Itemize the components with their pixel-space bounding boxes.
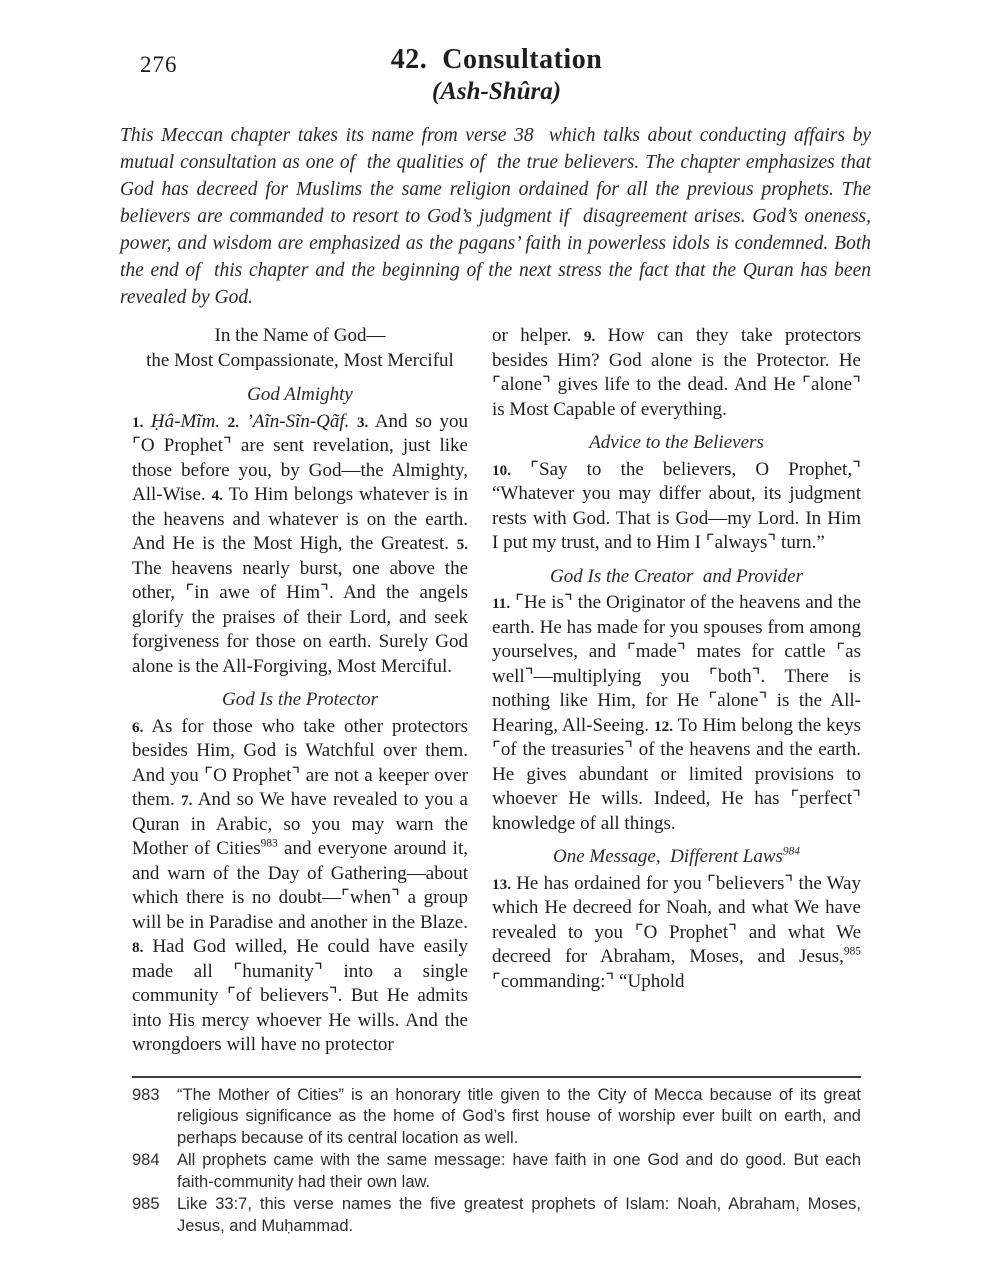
page-header xyxy=(132,44,861,106)
verse-number: 5. xyxy=(456,536,468,553)
section-heading: God Is the Protector xyxy=(221,689,379,710)
verse-number: 3. xyxy=(356,413,369,431)
footnote-text: “The Mother of Cities” is an honorary title given to the City of Mecca because of its great religious significance as the home of God’s first house of worship ever built on earth, and perhaps because of its central location as well. xyxy=(177,1085,861,1148)
right-column xyxy=(492,324,861,1066)
footnote xyxy=(132,1150,861,1194)
verse-paragraph: 1. Ḥâ-Mĩm. 2. ’Aĩn-Sĩn-Qãf. 3. And so you ⌜O Prophet⌝ are sent revelation, just like those before you, by God—the Almighty, All-Wise. 4. To Him belongs whatever is in the heavens and whatever is on the earth. And He is the Most High, the Greatest. 5. The heavens nearly burst, one above the other, ⌜in awe of Him⌝. And the angels glorify the praises of their Lord, and seek forgiveness for those on earth. Surely God alone is the All-Forgiving, Most Merciful. xyxy=(132,410,468,677)
verse-number: 2. xyxy=(227,413,239,431)
verse-number: 6. xyxy=(132,718,144,736)
verse-paragraph: 11. ⌜He is⌝ the Originator of the heavens and the earth. He has made for you spouses from among yourselves, and ⌜made⌝ mates for cattle ⌜as well⌝—multiplying you ⌜both⌝. There is nothing like Him, for He ⌜alone⌝ is the All-Hearing, All-Seeing. 12. To Him belong the keys ⌜of the treasuries⌝ of the heavens and the earth. He gives abundant or limited provisions to whoever He wills. Indeed, He has ⌜perfect⌝ knowledge of all things. xyxy=(492,592,862,834)
verse-paragraph: 13. He has ordained for you ⌜believers⌝ the Way which He decreed for Noah, and what We have revealed to you ⌜O Prophet⌝ and what We decreed for Abraham, Moses, and Jesus,$^{985}$ ⌜commanding:⌝ “Uphold xyxy=(492,872,861,992)
footnote-text: Like 33:7, this verse names the five greatest prophets of Islam: Noah, Abraham, Moses, Jesus, and Muḥammad. xyxy=(177,1195,861,1236)
verse-number: 12. xyxy=(654,717,673,735)
footnote-list xyxy=(132,1085,861,1239)
verse-columns xyxy=(132,324,861,1066)
verse-number: 1. xyxy=(132,413,144,431)
verse-number: 4. xyxy=(211,487,223,504)
footnote xyxy=(132,1085,861,1151)
verse-number: 7. xyxy=(181,792,193,809)
verse-number: 8. xyxy=(132,939,144,956)
verse-number: 9. xyxy=(583,328,596,345)
verse-paragraph: 10. ⌜Say to the believers, O Prophet,⌝ “Whatever you may differ about, its judgment rests with God. That is God—my Lord. In Him I put my trust, and to Him I ⌜always⌝ turn.” xyxy=(492,458,861,553)
verse-paragraph: or helper. 9. How can they take protectors besides Him? God alone is the Protector. He ⌜alone⌝ gives life to the dead. And He ⌜alone⌝ is Most Capable of everything. xyxy=(492,325,861,420)
footnotes-section xyxy=(132,1076,861,1239)
footnote-number: 983 xyxy=(132,1085,160,1104)
verse-number: 10. xyxy=(492,461,511,479)
footnote-ref: 983 xyxy=(260,837,278,850)
page-number: 276 xyxy=(140,52,178,77)
footnote-text: All prophets came with the same message: have faith in one God and do good. But each faith-community had their own law. xyxy=(177,1151,861,1192)
bismillah xyxy=(132,324,468,373)
chapter-subtitle: (Ash-Shûra) xyxy=(431,78,562,105)
footnote-ref: 985 xyxy=(843,945,861,958)
transliteration: ’Aĩn-Sĩn-Qãf. xyxy=(246,410,350,432)
footnote xyxy=(132,1194,861,1238)
verse-paragraph: 6. As for those who take other protectors besides Him, God is Watchful over them. And you ⌜O Prophet⌝ are not a keeper over them. 7. And so We have revealed to you a Quran in Arabic, so you may warn the Mother of Cities$^{983}$ and everyone around it, and warn of the Day of Gathering—about which there is no doubt—⌜when⌝ a group will be in Paradise and another in the Blaze. 8. Had God willed, He could have easily made all ⌜humanity⌝ into a single community ⌜of believers⌝. But He admits into His mercy whoever He wills. And the wrongdoers will have no protector xyxy=(132,715,468,1055)
bismillah-line: the Most Compassionate, Most Merciful xyxy=(146,349,454,371)
footnote-number: 984 xyxy=(132,1151,160,1170)
section-heading: Advice to the Believers xyxy=(589,432,764,453)
verse-number: 11. xyxy=(492,595,511,612)
left-column xyxy=(132,324,468,1066)
section-heading: God Almighty xyxy=(247,384,353,405)
chapter-intro: This Meccan chapter takes its name from verse 38 which talks about conducting affairs by mutual consultation as one of the qualities of the true believers. The chapter emphasizes that God has decreed for Muslims the same religion ordained for all the previous prophets. The believers are commanded to resort to God’s judgment if disagreement arises. God’s oneness, power, and wisdom are emphasized as the pagans’ faith in powerless idols is condemned. Both the end of this chapter and the beginning of the next stress the fact that the Quran has been revealed by God. xyxy=(120,125,876,308)
bismillah-line: In the Name of God— xyxy=(214,325,386,346)
verse-number: 13. xyxy=(492,875,511,893)
chapter-title: 42. Consultation xyxy=(390,44,603,75)
section-heading: God Is the Creator and Provider xyxy=(550,565,803,587)
transliteration: Ḥâ-Mĩm. xyxy=(150,410,221,432)
footnote-number: 985 xyxy=(132,1195,160,1214)
section-heading: One Message, Different Laws$^{984}$ xyxy=(552,845,800,867)
footnote-ref: 984 xyxy=(782,845,800,858)
